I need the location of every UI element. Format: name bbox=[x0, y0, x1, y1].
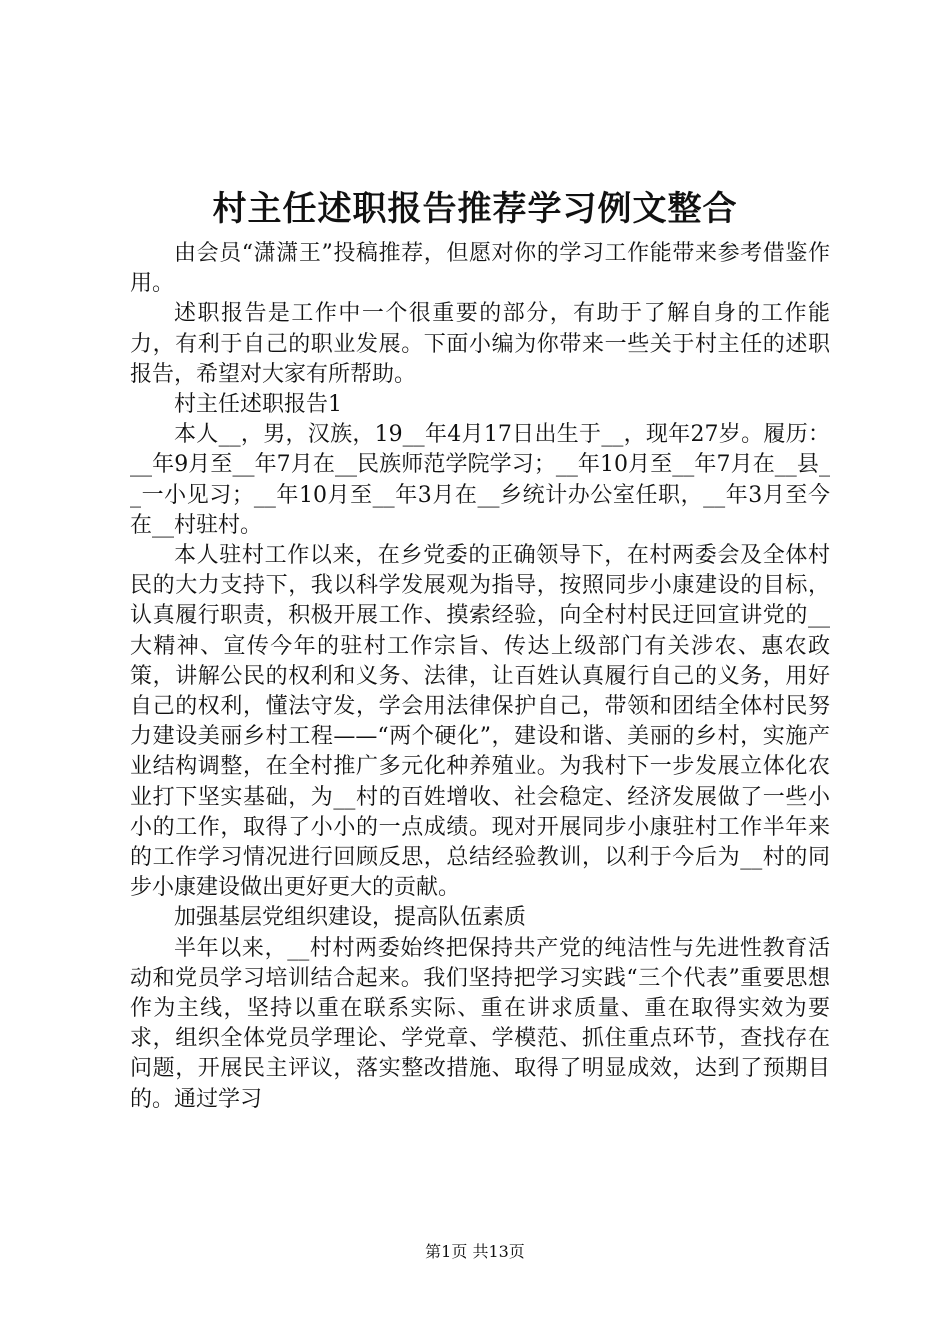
subsection-heading: 加强基层党组织建设，提高队伍素质 bbox=[174, 905, 527, 931]
page-number-footer: 第1页 共13页 bbox=[425, 1242, 525, 1261]
overview-paragraph: 述职报告是工作中一个很重要的部分，有助于了解自身的工作能力，有利于自己的职业发展。下面小编为你带来一些关于村主任的述职报告，希望对大家有所帮助。 bbox=[130, 301, 830, 387]
work-summary-paragraph: 本人驻村工作以来，在乡党委的正确领导下，在村两委会及全体村民的大力支持下，我以科学发展观为指导，按照同步小康建设的目标，认真履行职责，积极开展工作、摸索经验，向全村村民迂回宣讲党的__大精神、宣传今年的驻村工作宗旨、传达上级部门有关涉农、惠农政策，讲解公民的权利和义务、法律，让百姓认真履行自己的义务，用好自己的权利，懂法守发，学会用法律保护自己，带领和团结全体村民努力建设美丽乡村工程——“两个硬化”，建设和谐、美丽的乡村，实施产业结构调整，在全村推广多元化种养殖业。为我村下一步发展立体化农业打下坚实基础，为__村的百姓增收、社会稳定、经济发展做了一些小小的工作，取得了小小的一点成绩。现对开展同步小康驻村工作半年来的工作学习情况进行回顾反思，总结经验教训，以利于今后为__村的同步小康建设做出更好更大的贡献。 bbox=[130, 543, 830, 901]
document-body bbox=[130, 239, 830, 1115]
resume-paragraph: 本人__，男，汉族，19__年4月17日出生于__，现年27岁。履历：__年9月至__年7月在__民族师范学院学习；__年10月至__年7月在__县__一小见习；__年10月至__年3月在__乡统计办公室任职，__年3月至今在__村驻村。 bbox=[130, 422, 830, 538]
intro-paragraph: 由会员“潇潇王”投稿推荐，但愿对你的学习工作能带来参考借鉴作用。 bbox=[130, 241, 830, 297]
document-title: 村主任述职报告推荐学习例文整合 bbox=[212, 189, 738, 229]
section-heading: 村主任述职报告1 bbox=[174, 392, 342, 418]
party-building-paragraph: 半年以来，__村村两委始终把保持共产党的纯洁性与先进性教育活动和党员学习培训结合起来。我们坚持把学习实践“三个代表”重要思想作为主线，坚持以重在联系实际、重在讲求质量、重在取得实效为要求，组织全体党员学理论、学党章、学模范、抓住重点环节，查找存在问题，开展民主评议，落实整改措施、取得了明显成效，达到了预期目的。通过学习 bbox=[130, 935, 830, 1112]
